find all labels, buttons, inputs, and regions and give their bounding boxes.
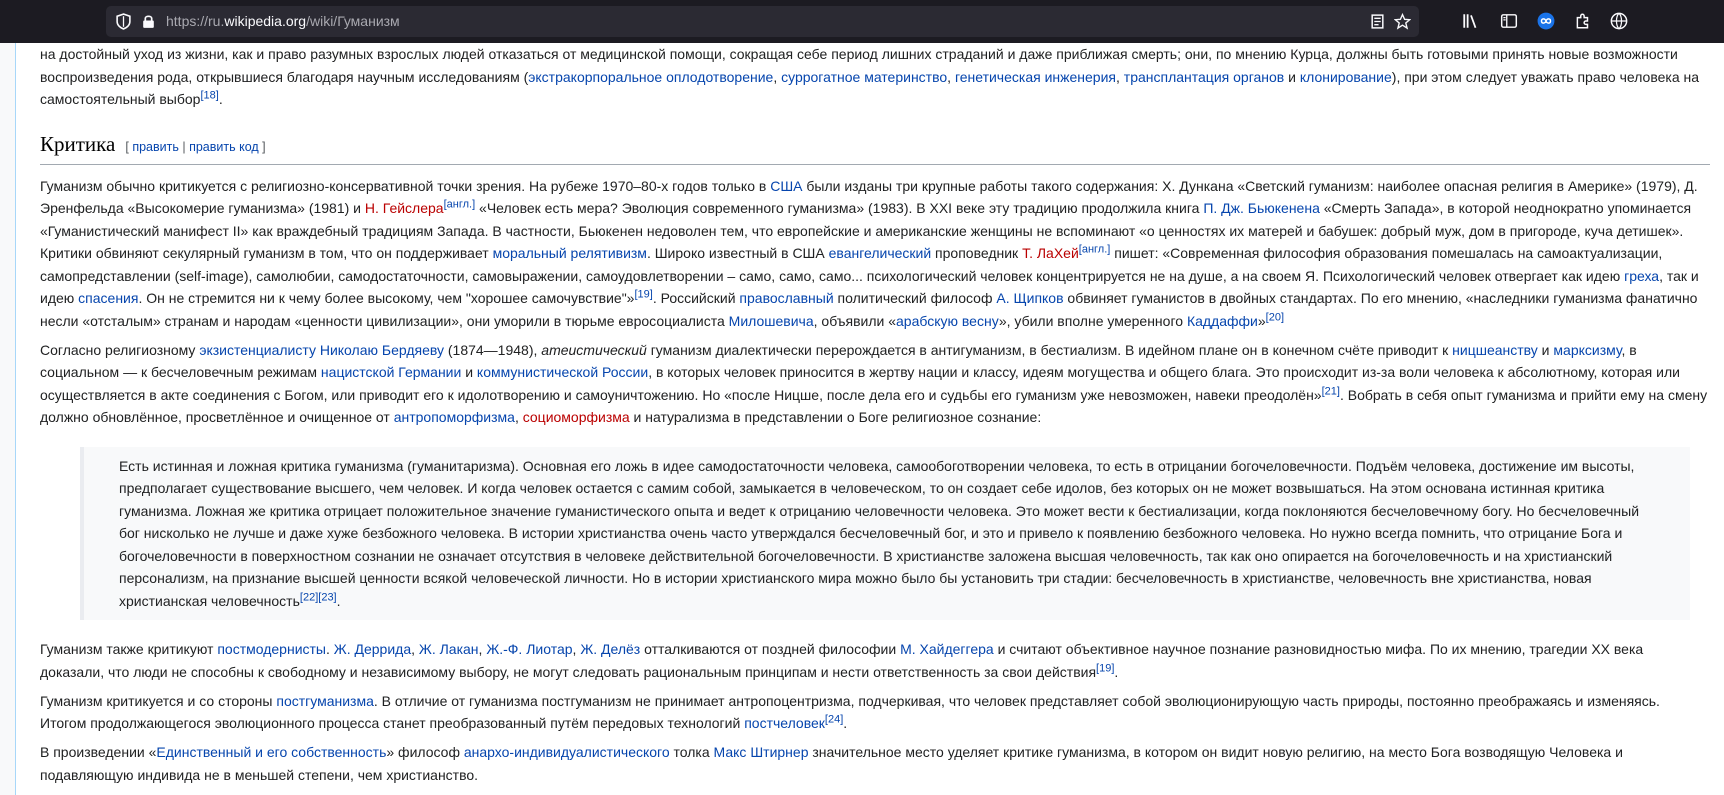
link-heidegger[interactable]: М. Хайдеггера (900, 641, 994, 657)
link-buchanan[interactable]: П. Дж. Бьюкенена (1203, 200, 1320, 216)
emphasis: атеистический (541, 341, 647, 358)
text: . (1114, 663, 1119, 680)
text: . (336, 592, 341, 609)
edit-code-link[interactable]: править код (189, 139, 259, 154)
reader-view-icon[interactable] (1369, 13, 1386, 30)
interwiki-eng-link[interactable]: [англ.] (1078, 243, 1111, 256)
extensions-icon[interactable] (1574, 12, 1592, 30)
sidebar-icon[interactable] (1500, 12, 1518, 30)
text: . (843, 715, 848, 731)
text: «Человек есть мера? Эволюция современного гуманизма» (1983). В XXI веке эту традицию продолжила книга (475, 200, 1204, 216)
bracket: ] (258, 139, 266, 154)
text: и (461, 364, 477, 380)
link-gaddafi[interactable]: Каддаффи (1186, 312, 1258, 329)
edit-link[interactable]: править (132, 139, 179, 154)
paragraph-rights: на достойный уход из жизни, как и право разумных взрослых людей отказаться от медицинской помощи, сокращая себе период лишних страданий и даже приближая смерть; они, по мнению Курца, должны быть готовыми принять новые возможности воспроизведения рода, открывшиеся благодаря научным исследованиям (экстракорпоральное оплодотворение, суррогатное материнство, генетическая инженерия, трансплантация органов и клонирование), при этом следует уважать право человека на самостоятельный выбор[18]. (40, 46, 1700, 107)
link-arab-spring[interactable]: арабскую весну (896, 312, 999, 329)
url-path: /wiki/Гуманизм (306, 13, 400, 29)
link-posthuman[interactable]: постчеловек (744, 715, 825, 731)
link-communist-russia[interactable]: коммунистической России (476, 364, 649, 380)
text: . Широко известный в США (646, 245, 829, 261)
paragraph-berdyaev (40, 339, 1710, 429)
text: » (1257, 312, 1266, 329)
text: , объявили « (813, 312, 896, 329)
paragraph-religious-criticism (40, 175, 1710, 333)
account-icon[interactable] (1610, 12, 1628, 30)
text: значительное место уделяет критике гуманизма, в котором он видит новую религию, на место Бога возводящую Человека и подавляющую индивида не в меньшей степени, чем христианство. (40, 744, 1623, 783)
link-evangelical[interactable]: евангелический (828, 245, 932, 261)
text: , (411, 641, 419, 657)
link-postmodernists[interactable]: постмодернисты (217, 641, 326, 657)
article-content (40, 43, 1710, 793)
text: пишет: «Современная философия образования помешалась на самоактуализации, самопредставлении (self-image), самолюбии, самодостаточности, самовыражении, самоудовлетворении – само, само, само... психологический человек концентрируется не на душе, а на своем Я. Психологический человек отвергает как идею (40, 245, 1663, 284)
lock-icon[interactable] (140, 13, 157, 30)
link-genetic-engineering[interactable]: генетическая инженерия (954, 68, 1116, 85)
text: , в которых человек приносится в жертву нации и классу, идеям могущества и общего блага. Это происходит из-за воли человека к абсолютному, которая или осуществляется в акте соединения с Богом, или приводит его к идолотворению и самоуничтожению. Но «после Ницше, после дела его и судьбы его гуманизм уже невозможен, навеки преодолён» (40, 364, 1680, 403)
text: , (572, 641, 581, 657)
ref-18[interactable]: [18] (200, 89, 219, 102)
link-nazi-germany[interactable]: нацистской Германии (320, 364, 462, 380)
quote-text: Есть истинная и ложная критика гуманизма (гуманитаризма). Основная его ложь в идее самодостаточности человека, самообоготворении человека, то есть в отрицании богочеловечности. Подъём человека, достижение им высоты, предполагает существование высшего, чем человек. И когда человек остается с самим собой, замыкается в человеческом, то он создает себе идолов, без которых он не может возвышаться. На этом основана истинная критика гуманизма. Ложная же критика отрицает положительное значение гуманистического опыта и ведет к отрицанию человечности человека. Это может вести к бестиализации, когда поклоняются бесчеловечному богу. Но бесчеловечный бог нисколько не лучше и даже хуже безбожного человека. В истории христианства очень часто утверждался бесчеловечный бог, и это и привело к появлению безбожного человека. Но нужно всегда помнить, что отрицание Бога и богочеловечности в поверхностном сознании не означает отсутствия в человеке действительной богочеловечности. В христианстве заложена высшая человечность, так как оно опирается на богочеловечность и на христианский персонализм, на признание высшей ценности всякой человеческой личности. Но в истории христианского мира можно было бы установить три стадии: бесчеловечность в христианстве, человечность вне христианства, новая христианская человечность (119, 457, 1640, 609)
bookmark-star-icon[interactable] (1394, 13, 1411, 30)
text: . Вобрать в себя опыт гуманизма и прийти ему на смену должно обновлённое, просветлённое и очищенное от (40, 386, 1708, 425)
text: на достойный уход из жизни, как и право разумных взрослых людей отказаться от медицинской помощи, сокращая себе период лишних страданий и даже приближая смерть; они, по мнению Курца, должны быть готовыми принять новые возможности воспроизведения рода, открывшиеся благодаря научным исследованиям ( (40, 46, 1678, 85)
ref-22[interactable]: [22] (299, 590, 319, 603)
link-moral-relativism[interactable]: моральный релятивизм (492, 245, 647, 261)
text: были изданы три крупные работы такого содержания: Х. Дункана «Светский гуманизм: наиболее опасная религия в Америке» (1979), Д. Эренфельда «Высокомерие гуманизма» (1981) и (40, 177, 1698, 216)
text: , в социальном — к бесчеловечным режимам (40, 341, 1637, 380)
link-usa[interactable]: США (770, 177, 803, 194)
text: . Он не стремится ни к чему более высокому, чем "хорошее самочувствие"» (138, 290, 635, 306)
library-icon[interactable] (1462, 12, 1480, 30)
paragraph-stirner (40, 741, 1710, 786)
text: Гуманизм также критикуют (40, 641, 218, 657)
address-bar[interactable] (106, 6, 1419, 37)
link-berdyaev[interactable]: Николаю Бердяеву (319, 341, 444, 358)
bracket: [ (125, 139, 133, 154)
ref-19[interactable]: [19] (1096, 661, 1115, 674)
separator: | (178, 139, 190, 154)
text: гуманизм диалектически перерождается в антигуманизм, в бестиализм. В идейном плане он в конечном счёте приводит к (646, 341, 1453, 358)
link-orthodox[interactable]: православный (739, 290, 834, 306)
link-marxism[interactable]: марксизму (1553, 341, 1622, 358)
paragraph-posthumanism (40, 690, 1710, 735)
link-derrida[interactable]: Ж. Деррида (333, 641, 412, 657)
section-heading-criticism (40, 129, 1710, 165)
text: толка (669, 744, 714, 760)
link-anarcho-individualist[interactable]: анархо-индивидуалистического (463, 744, 670, 760)
text: обвиняет гуманистов в двойных стандартах. По его мнению, «наследники гуманизма фанатично несли «отсталым» странам и народам «ценности цивилизации», они уморили в тюрьме евросоциалиста (40, 290, 1698, 329)
ref-20[interactable]: [20] (1265, 310, 1285, 323)
link-salvation[interactable]: спасения (78, 290, 139, 306)
link-geisler[interactable]: Н. Гейслера (364, 200, 444, 216)
link-cloning[interactable]: клонирование (1299, 68, 1392, 85)
text: ), при этом следует уважать право человека на самостоятельный выбор (40, 68, 1700, 107)
browser-toolbar (0, 0, 1724, 43)
link-existentialist[interactable]: экзистенциалисту (199, 341, 316, 358)
link-ivf[interactable]: экстракорпоральное оплодотворение (528, 68, 774, 85)
text: и (1284, 68, 1300, 85)
text: . (218, 91, 223, 107)
text: и натурализма в представлении о Боге религиозное сознание: (629, 409, 1042, 425)
link-posthumanism[interactable]: постгуманизма (276, 692, 374, 709)
text: . (326, 641, 334, 657)
text: отталкиваются от поздней философии (640, 641, 901, 657)
ref-19[interactable]: [19] (634, 288, 653, 301)
text: . Российский (652, 290, 740, 306)
edit-section-links (125, 140, 265, 154)
ref-24[interactable]: [24] (824, 713, 844, 726)
page-left-margin (0, 43, 16, 795)
section-title: Критика (40, 131, 116, 156)
text: «Смерть Запада», в которой неоднократно упоминается «Гуманистический манифест II» как враждебный традициям Запада. В частности, Бьюкенен недоволен тем, что европейские и американские женщины не вспоминают «о ценностях их матерей и бабушек: добрый муж, дом в пригороде, куча детишек». Критики обвиняют секулярный гуманизм в том, что он поддерживает (40, 200, 1692, 261)
url-text[interactable] (166, 13, 400, 30)
text: проповедник (931, 245, 1023, 261)
text: », убили вполне умеренного (998, 312, 1187, 329)
link-shchipkov[interactable]: А. Щипков (996, 290, 1064, 306)
link-stirner[interactable]: Макс Штирнер (713, 744, 809, 760)
link-organ-transplant[interactable]: трансплантация органов (1123, 68, 1285, 85)
ref-23[interactable]: [23] (318, 590, 337, 603)
paragraph-postmodernists (40, 638, 1710, 683)
text: Согласно религиозному (40, 341, 200, 358)
blockquote (80, 447, 1690, 621)
text: . В отличие от гуманизма постгуманизм не принимает антропоцентризма, подчеркивая, что человек представляет собой эволюционирующую часть природы, постоянно преображаясь и изменяясь. Итогом продолжающегося эволюционного процесса станет преобразованный путём передовых технологий (40, 692, 1660, 731)
text: В произведении « (40, 744, 157, 760)
text: политический философ (833, 290, 997, 306)
link-deleuze[interactable]: Ж. Делёз (580, 641, 641, 657)
shield-icon[interactable] (115, 13, 132, 30)
url-host: wikipedia.org (224, 13, 307, 29)
text: и считают объективное научное познание разновидностью мифа. По их мнению, трагедии XX века доказали, что люди не способны к свободному и независимому выбору, не могут следовать рациональным принципам и нести ответственность за свои действия (40, 641, 1644, 680)
link-sociomorphism[interactable]: социоморфизма (522, 409, 630, 425)
link-lacan[interactable]: Ж. Лакан (418, 641, 479, 657)
link-surrogacy[interactable]: суррогатное материнство (781, 68, 948, 85)
text: , так и идею (40, 267, 1699, 306)
link-sin[interactable]: греха (1624, 267, 1660, 284)
text: и (1537, 341, 1554, 358)
link-nietzscheanism[interactable]: ницшеанству (1452, 341, 1538, 358)
url-prefix: https://ru. (166, 13, 225, 29)
link-milosevic[interactable]: Милошевича (728, 312, 814, 329)
text: , (514, 409, 523, 425)
text: Гуманизм обычно критикуется с религиозно-консервативной точки зрения. На рубеже 1970–80-х годов только в (40, 177, 771, 194)
text: (1874—1948), (443, 341, 542, 358)
container-icon[interactable] (1537, 12, 1555, 30)
ref-21[interactable]: [21] (1321, 384, 1340, 397)
text: , (478, 641, 487, 657)
link-anthropomorphism[interactable]: антропоморфизма (393, 409, 515, 425)
link-lyotard[interactable]: Ж.-Ф. Лиотар (486, 641, 573, 657)
link-lahaye[interactable]: Т. ЛаХей (1022, 245, 1079, 261)
text: Гуманизм критикуется и со стороны (40, 692, 277, 709)
text: » философ (386, 744, 464, 760)
interwiki-eng-link[interactable]: [англ.] (443, 198, 476, 211)
link-ego-and-its-own[interactable]: Единственный и его собственность (156, 744, 387, 760)
